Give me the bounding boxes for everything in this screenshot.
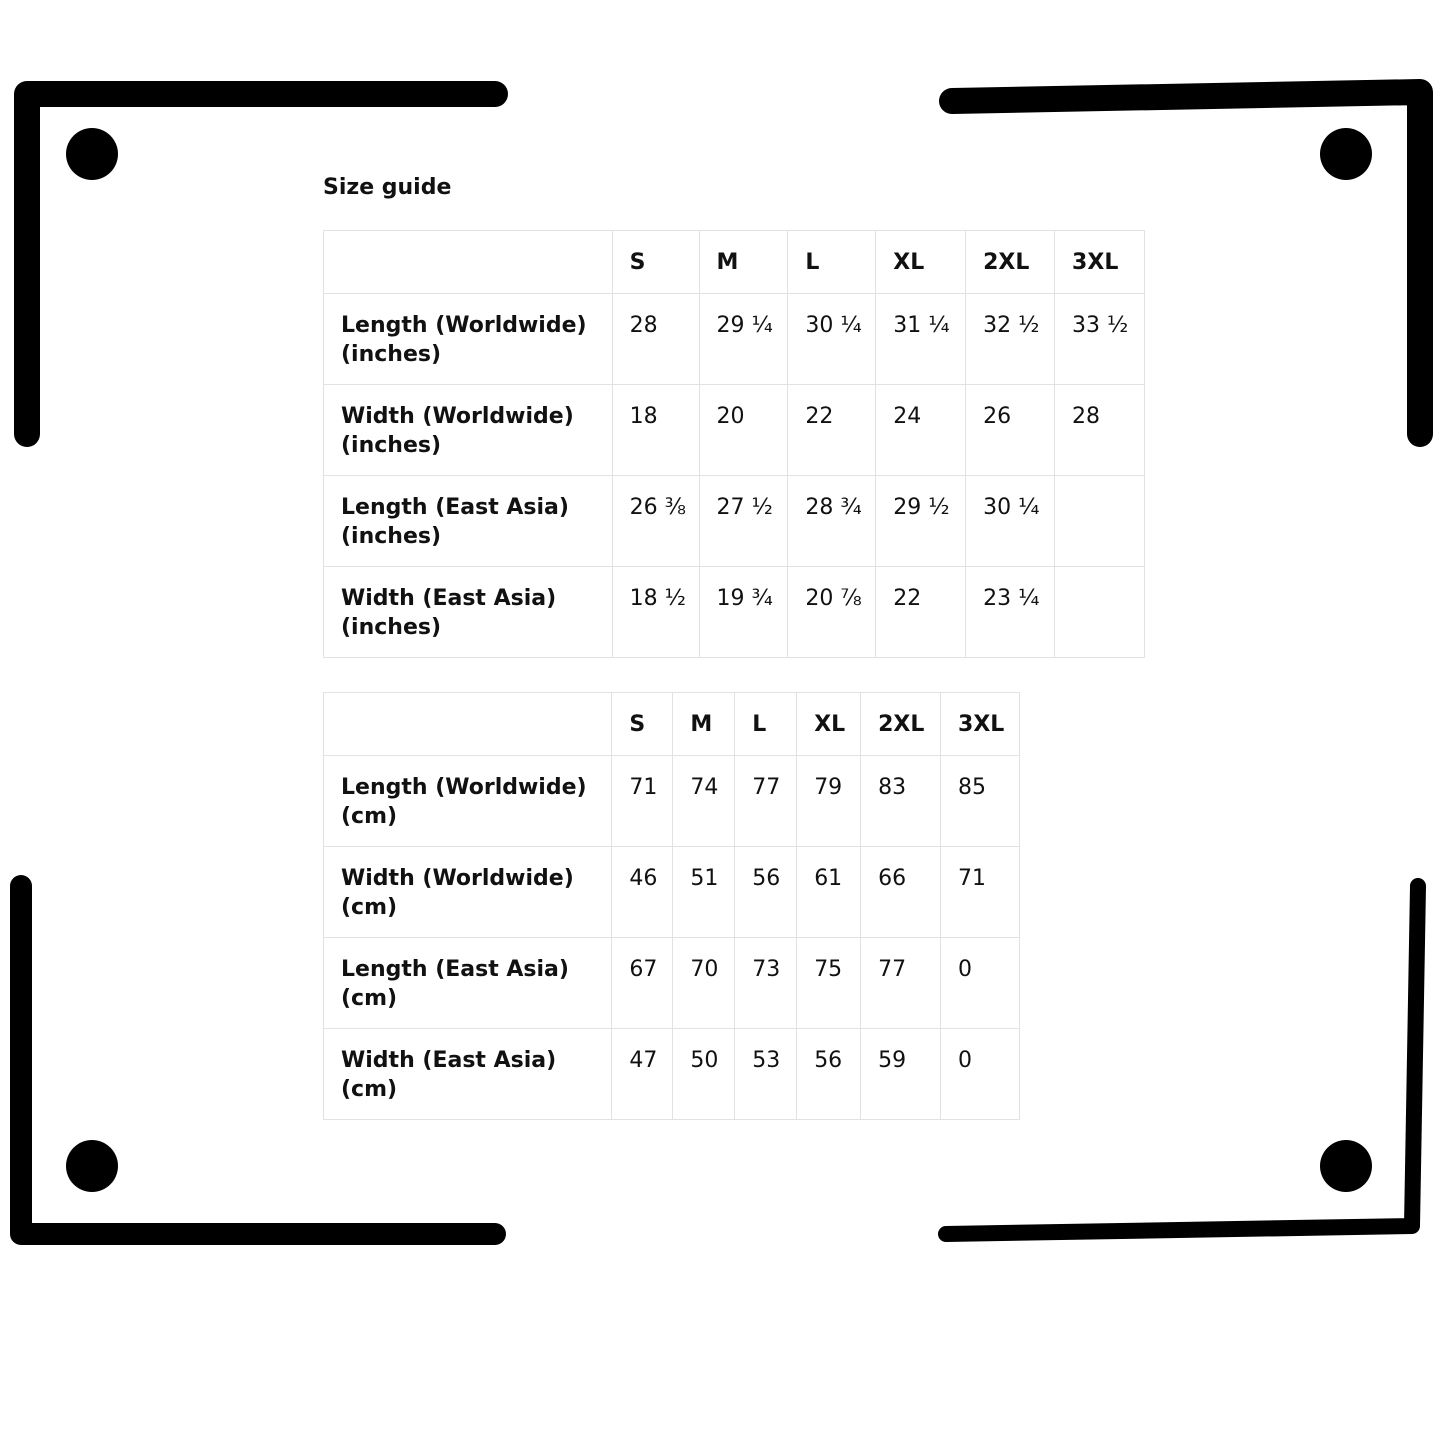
column-header-2xl: 2XL [966,231,1055,294]
table-cell: 28 [612,294,699,385]
table-cell: 51 [673,847,735,938]
table-row [324,847,1020,938]
size-table-inches [323,230,1145,658]
row-label: Length (Worldwide) (inches) [324,294,613,385]
table-cell: 73 [735,938,797,1029]
row-label: Width (East Asia) (inches) [324,567,613,658]
column-header-l: L [735,693,797,756]
table-cell: 20 [699,385,788,476]
row-label: Width (East Asia) (cm) [324,1029,612,1120]
table-cell: 32 ½ [966,294,1055,385]
top-right-dot [1320,128,1372,180]
table-row [324,756,1020,847]
bottom-right-dot [1320,1140,1372,1192]
column-header-s: S [612,693,673,756]
column-header-s: S [612,231,699,294]
table-cell: 83 [861,756,941,847]
table-cell: 56 [735,847,797,938]
top-left-dot [66,128,118,180]
table-cell: 66 [861,847,941,938]
table-cell: 29 ¼ [699,294,788,385]
table-cell: 29 ½ [876,476,966,567]
table-cell [1055,567,1145,658]
table-cell: 22 [876,567,966,658]
table-cell: 71 [941,847,1020,938]
table-cell: 19 ¾ [699,567,788,658]
column-header-xl: XL [876,231,966,294]
table-header-row [324,231,1145,294]
table-row [324,294,1145,385]
table-cell: 77 [861,938,941,1029]
column-header-xl: XL [797,693,861,756]
column-header-3xl: 3XL [941,693,1020,756]
table-cell: 0 [941,938,1020,1029]
column-header-l: L [788,231,876,294]
column-header-empty [324,693,612,756]
column-header-empty [324,231,613,294]
row-label: Width (Worldwide) (cm) [324,847,612,938]
table-cell: 18 [612,385,699,476]
table-row [324,385,1145,476]
table-cell: 46 [612,847,673,938]
table-cell: 61 [797,847,861,938]
row-label: Length (East Asia) (cm) [324,938,612,1029]
table-cell: 27 ½ [699,476,788,567]
column-header-m: M [699,231,788,294]
table-cell: 28 ¾ [788,476,876,567]
table-cell: 24 [876,385,966,476]
table-cell: 53 [735,1029,797,1120]
table-cell: 23 ¼ [966,567,1055,658]
page-title: Size guide [323,175,452,200]
table-cell: 59 [861,1029,941,1120]
table-cell: 28 [1055,385,1145,476]
row-label: Length (East Asia) (inches) [324,476,613,567]
table-cell: 20 ⅞ [788,567,876,658]
table-cell: 79 [797,756,861,847]
table-cell: 70 [673,938,735,1029]
column-header-2xl: 2XL [861,693,941,756]
table-cell: 31 ¼ [876,294,966,385]
table-row [324,1029,1020,1120]
table-cell: 77 [735,756,797,847]
table-cell: 26 [966,385,1055,476]
column-header-m: M [673,693,735,756]
table-cell: 30 ¼ [966,476,1055,567]
table-row [324,567,1145,658]
table-cell: 50 [673,1029,735,1120]
table-cell: 0 [941,1029,1020,1120]
bottom-left-dot [66,1140,118,1192]
table-cell: 22 [788,385,876,476]
table-cell: 71 [612,756,673,847]
table-cell: 56 [797,1029,861,1120]
table-cell: 26 ⅜ [612,476,699,567]
table-row [324,476,1145,567]
row-label: Length (Worldwide) (cm) [324,756,612,847]
table-cell: 30 ¼ [788,294,876,385]
table-header-row [324,693,1020,756]
table-cell [1055,476,1145,567]
table-cell: 67 [612,938,673,1029]
table-cell: 75 [797,938,861,1029]
table-cell: 33 ½ [1055,294,1145,385]
column-header-3xl: 3XL [1055,231,1145,294]
table-cell: 47 [612,1029,673,1120]
size-table-cm [323,692,1020,1120]
table-row [324,938,1020,1029]
table-cell: 85 [941,756,1020,847]
row-label: Width (Worldwide) (inches) [324,385,613,476]
table-cell: 74 [673,756,735,847]
table-cell: 18 ½ [612,567,699,658]
